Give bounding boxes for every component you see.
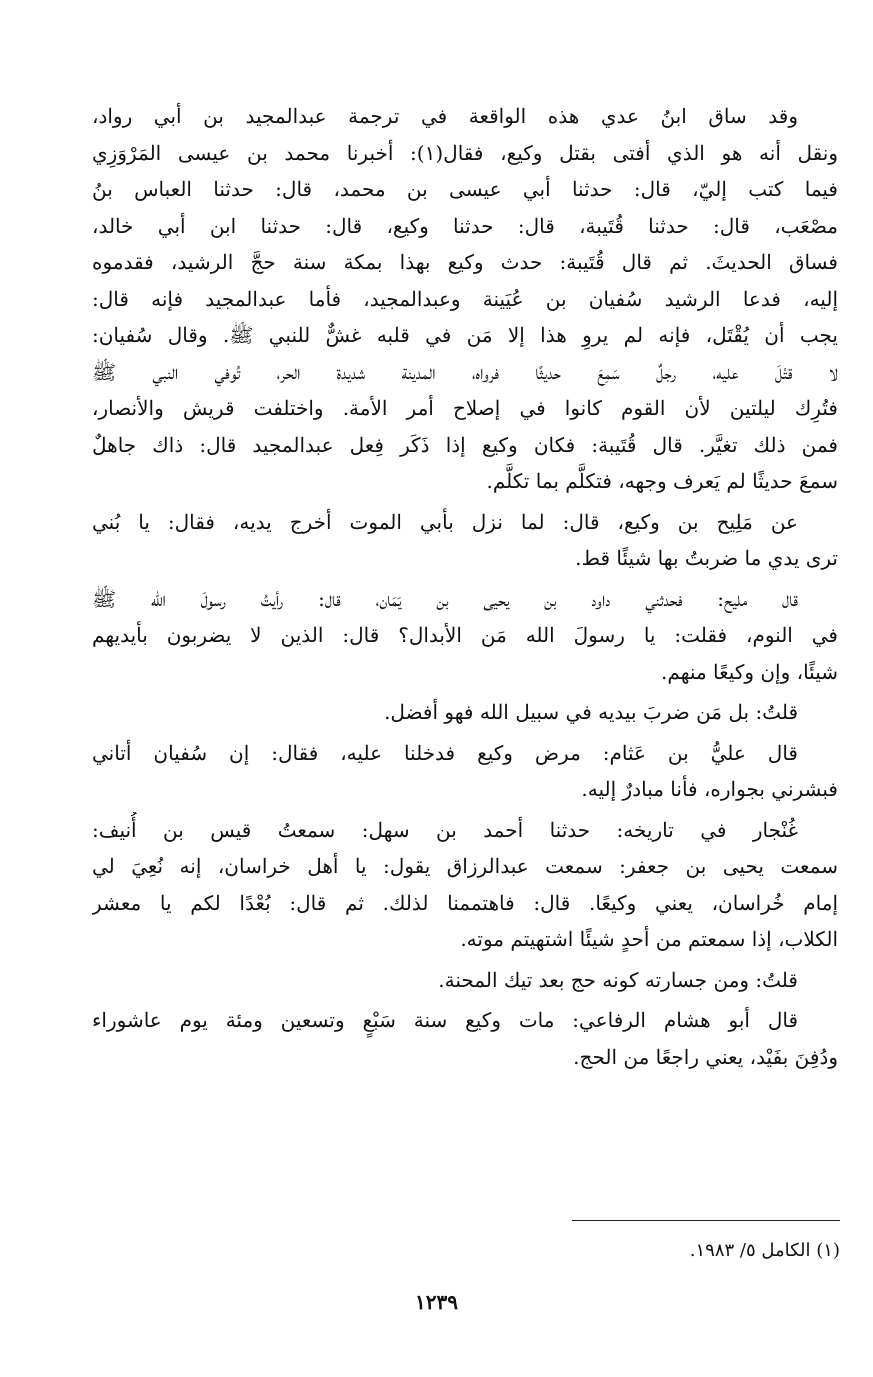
text-line: فساق الحديثَ. ثم قال قُتَيبة: حدث وكيع بهذا بمكة سنة حجَّ الرشيد، فقدموه xyxy=(92,250,838,274)
text-line: في النوم، فقلت: يا رسولَ الله مَن الأبدال؟ قال: الذين لا يضربون بأيديهم xyxy=(92,623,838,647)
text-line: شيئًا، وإن وكيعًا منهم. xyxy=(661,659,838,684)
text-line: مصْعَب، قال: حدثنا قُتَيبة، قال: حدثنا وكيع، قال: حدثنا ابن أبي خالد، xyxy=(92,213,838,238)
document-body xyxy=(92,98,838,1079)
text-line: الكلاب، إذا سمعتم من أحدٍ شيئًا اشتهيتم موته. xyxy=(460,927,838,951)
text-line: لا قتْلَ عليه، رجلٌ سَمِعَ حديثًا فرواه، المدينة شديدة الحر، تُوفي النبي ﷺ xyxy=(92,359,838,384)
text-line: قلتُ: بل مَن ضربَ بيديه في سبيل الله فهو أفضل. xyxy=(384,700,798,724)
text-line: فيما كتب إليّ، قال: حدثنا أبي عيسى بن محمد، قال: حدثنا العباس بنُ xyxy=(92,177,838,201)
footnote-separator xyxy=(572,1220,840,1221)
footnote: (١) الكامل ٥/ ١٩٨٣. xyxy=(689,1240,840,1261)
text-line: سمعَ حديثًا لم يَعرف وجهه، فتكلَّم بما تكلَّم. xyxy=(486,469,838,493)
paragraph xyxy=(92,98,838,500)
text-line: قال أبو هشام الرفاعي: مات وكيع سنة سَبْعٍ وتسعين ومئة يوم عاشوراء xyxy=(92,1008,798,1032)
text-line: قال عليُّ بن عَثام: مرض وكيع فدخلنا عليه، فقال: إن سُفيان أتاني xyxy=(92,740,798,765)
text-line: سمعت يحيى بن جعفر: سمعت عبدالرزاق يقول: يا أهل خراسان، إنه نُعِيَ لي xyxy=(92,854,838,878)
text-line: قال مليح: فحدثني داود بن يحيى بن يَمَان، قال: رأيتُ رسولَ الله ﷺ xyxy=(92,586,798,611)
page-number: ١٢٣٩ xyxy=(415,1290,458,1314)
text-line: ونقل أنه هو الذي أفتى بقتل وكيع، فقال(١): أخبرنا محمد بن عيسى المَرْوَزِي xyxy=(92,140,838,165)
text-line: إليه، فدعا الرشيد سُفيان بن عُيَينة وعبدالمجيد، فأما عبدالمجيد فإنه قال: xyxy=(92,286,838,311)
paragraph xyxy=(92,735,838,808)
text-line: فتُرِك ليلتين لأن القوم كانوا في إصلاح أمر الأمة. واختلفت قريش والأنصار، xyxy=(92,396,838,420)
paragraph xyxy=(92,504,838,577)
text-line: غُنْجار في تاريخه: حدثنا أحمد بن سهل: سمعتُ قيس بن أُنيف: xyxy=(92,817,798,842)
text-line: وقد ساق ابنُ عدي هذه الواقعة في ترجمة عبدالمجيد بن أبي رواد، xyxy=(92,104,798,128)
paragraph xyxy=(92,812,838,958)
text-line: إمام خُراسان، يعني وكيعًا. قال: فاهتممنا لذلك. ثم قال: بُعْدًا لكم يا معشر xyxy=(92,890,838,915)
text-line: ترى يدي ما ضربتُ بها شيئًا قط. xyxy=(575,546,838,570)
text-line: عن مَلِيح بن وكيع، قال: لما نزل بأبي الموت أخرج يديه، فقال: يا بُني xyxy=(92,509,798,534)
text-line: ودُفِنَ بفَيْد، يعني راجعًا من الحج. xyxy=(573,1044,838,1069)
paragraph xyxy=(92,1002,838,1075)
paragraph xyxy=(92,962,838,999)
text-line: فمن ذلك تغيَّر. قال قُتَيبة: فكان وكيع إذا ذَكَر فِعل عبدالمجيد قال: ذاك جاهلٌ xyxy=(92,432,838,457)
paragraph xyxy=(92,581,838,691)
text-line: فبشرني بجواره، فأنا مبادرٌ إليه. xyxy=(581,777,838,801)
text-line: يجب أن يُقْتَل، فإنه لم يروِ هذا إلا مَن في قلبه غشٌّ للنبي ﷺ. وقال سُفيان: xyxy=(92,323,838,347)
paragraph xyxy=(92,694,838,731)
text-line: قلتُ: ومن جسارته كونه حج بعد تيك المحنة. xyxy=(438,967,798,992)
